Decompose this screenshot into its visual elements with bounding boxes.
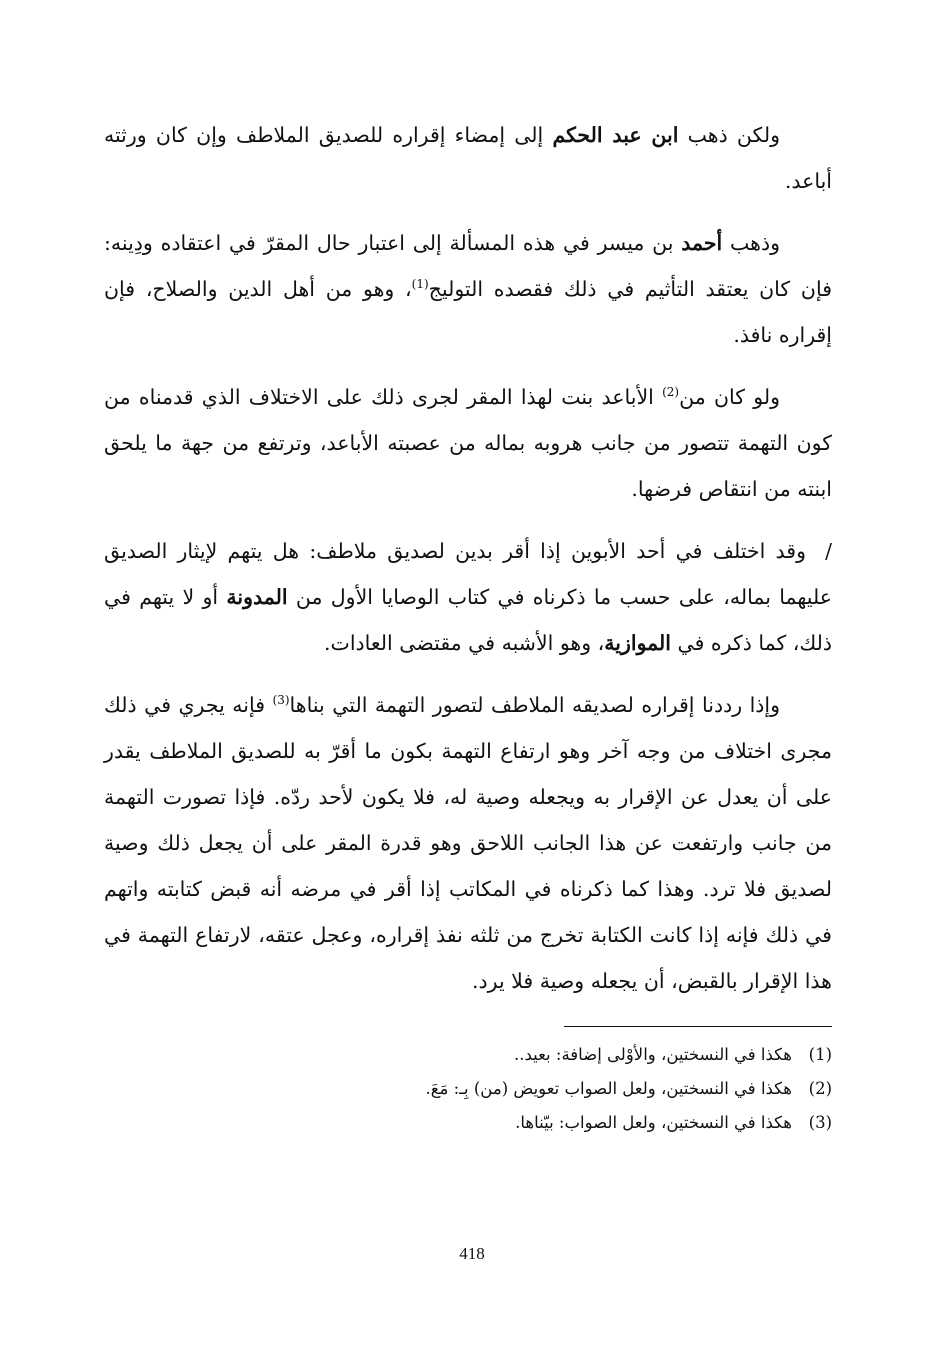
footnotes <box>104 1038 832 1140</box>
bold-name: ابن عبد الحكم <box>552 123 679 147</box>
paragraph-text: ولو كان من <box>679 385 780 409</box>
paragraph-4 <box>104 528 832 666</box>
paragraph-text: ، وهو الأشبه في مقتضى العادات. <box>324 631 605 655</box>
footnote-text: هكذا في النسختين، ولعل الصواب تعويض (من) بِـ: مَعَ. <box>425 1079 792 1098</box>
paragraph-text: بن ميسر في هذه المسألة إلى اعتبار حال المقرّ في اعتقاده ودِينه: فإن كان يعتقد التأثيم في ذلك فقصده التوليج <box>104 231 833 301</box>
paragraph-1 <box>104 112 832 204</box>
footnote-3 <box>104 1106 832 1140</box>
page-number: 418 <box>459 1244 485 1263</box>
paragraph-text: ، وهو من أهل الدين والصلاح، فإن إقراره نافذ. <box>104 277 832 347</box>
footnote-1 <box>104 1038 832 1072</box>
paragraph-text: وذهب <box>722 231 780 255</box>
footnote-text: هكذا في النسختين، والأوْلى إضافة: بعيد.. <box>513 1045 792 1064</box>
paragraph-text: أو لا يتهم في ذلك، كما ذكره في <box>104 585 832 655</box>
footnote-number: (3) <box>808 1113 832 1132</box>
paragraph-2 <box>104 220 832 358</box>
footnote-number: (2) <box>808 1079 832 1098</box>
footnote-ref: (2) <box>662 385 680 400</box>
paragraph-text: إلى إمضاء إقراره للصديق الملاطف وإن كان ورثته أباعد. <box>104 123 832 193</box>
footnote-ref: (1) <box>411 277 429 292</box>
page-marker-slash: / <box>825 539 832 563</box>
paragraph-text: الأباعد بنت لهذا المقر لجرى ذلك على الاختلاف الذي قدمناه من كون التهمة تتصور من جانب هروبه بماله من عصبته الأباعد، وترتفع من جهة ما يلحق ابنته من انتقاص فرضها. <box>104 385 832 501</box>
footnote-divider <box>564 1026 832 1027</box>
bold-name: أحمد <box>681 231 723 255</box>
paragraph-text: وإذا رددنا إقراره لصديقه الملاطف لتصور التهمة التي بناها <box>289 693 781 717</box>
page-body <box>104 112 833 1132</box>
bold-book-title: المدونة <box>226 585 288 609</box>
paragraph-text: فإنه يجري في ذلك مجرى اختلاف من وجه آخر وهو ارتفاع التهمة بكون ما أقرّ به للصديق الملاطف يقدر على أن يعدل عن الإقرار به ويجعله وصية له، فلا يكون لأحد ردّه. فإذا تصورت التهمة من جانب وارتفعت عن هذا الجانب اللاحق وهو قدرة المقر على أن يجعل ذلك وصية لصديق فلا ترد. وهذا كما ذكرناه في المكاتب إذا أقر في مرضه أنه قبض كتابته واتهم في ذلك فإنه إذا كانت الكتابة تخرج من ثلثه نفذ إقراره، وعجل عتقه، لارتفاع التهمة في هذا الإقرار بالقبض، أن يجعله وصية فلا يرد. <box>104 693 832 993</box>
bold-book-title: الموازية <box>604 631 671 655</box>
footnote-number: (1) <box>808 1045 832 1064</box>
paragraph-3 <box>104 374 832 512</box>
paragraph-text: ولكن ذهب <box>678 123 780 147</box>
footnote-ref: (3) <box>272 693 290 708</box>
footnote-text: هكذا في النسختين، ولعل الصواب: بيّناها. <box>515 1113 792 1132</box>
footnote-2 <box>104 1072 832 1106</box>
paragraph-5 <box>104 682 832 1004</box>
paragraph-text: وقد اختلف في أحد الأبوين إذا أقر بدين لصديق ملاطف: هل يتهم لإيثار الصديق عليهما بماله، على حسب ما ذكرناه في كتاب الوصايا الأول من <box>104 539 832 609</box>
